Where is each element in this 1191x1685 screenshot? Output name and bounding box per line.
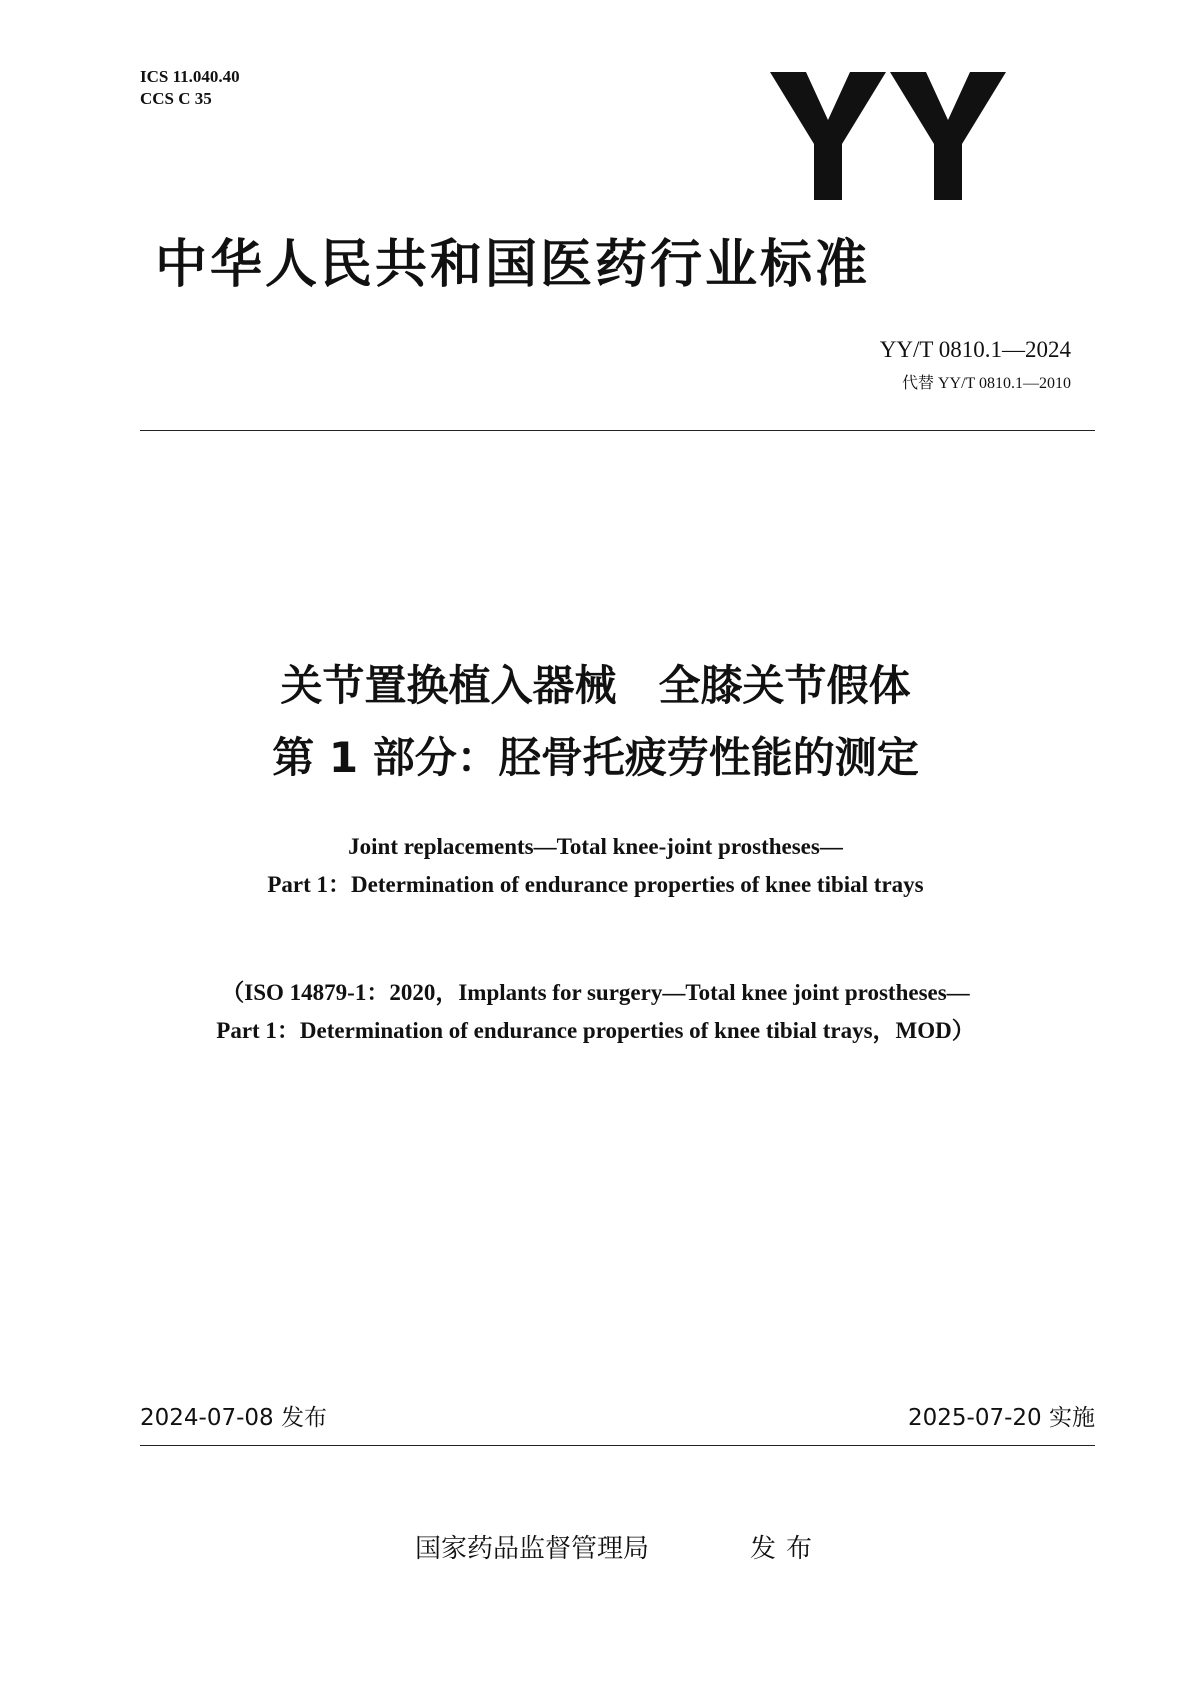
issuing-action: 发布 — [750, 1534, 823, 1564]
issuing-authority: 国家药品监督管理局 — [415, 1534, 650, 1564]
implementation-date: 2025-07-20 实施 — [908, 1405, 1095, 1431]
yy-logo — [770, 72, 1006, 200]
issue-date: 2024-07-08 发布 — [140, 1405, 327, 1431]
replaces-standard: 代替 YY/T 0810.1—2010 — [901, 375, 1071, 392]
chinese-title-line-2: 第 1 部分：胫骨托疲劳性能的测定 — [272, 733, 919, 782]
top-divider — [140, 430, 1095, 431]
iso-reference-line-2: Part 1：Determination of endurance properties of knee tibial trays，MOD） — [216, 1018, 975, 1043]
english-title-line-2: Part 1：Determination of endurance properties of knee tibial trays — [267, 872, 924, 897]
ics-code: ICS 11.040.40 — [140, 67, 240, 86]
bottom-divider — [140, 1445, 1095, 1446]
ccs-code: CCS C 35 — [140, 89, 212, 108]
standard-category-title: 中华人民共和国医药行业标准 — [155, 235, 871, 295]
english-title-line-1: Joint replacements—Total knee-joint prostheses— — [348, 834, 843, 859]
chinese-title-line-1: 关节置换植入器械 全膝关节假体 — [280, 661, 911, 710]
standard-number: YY/T 0810.1—2024 — [879, 337, 1071, 362]
iso-reference-line-1: （ISO 14879-1：2020，Implants for surgery—Total knee joint prostheses— — [221, 980, 970, 1005]
yy-logo-letter-1 — [770, 72, 886, 200]
yy-logo-letter-2 — [890, 72, 1006, 200]
